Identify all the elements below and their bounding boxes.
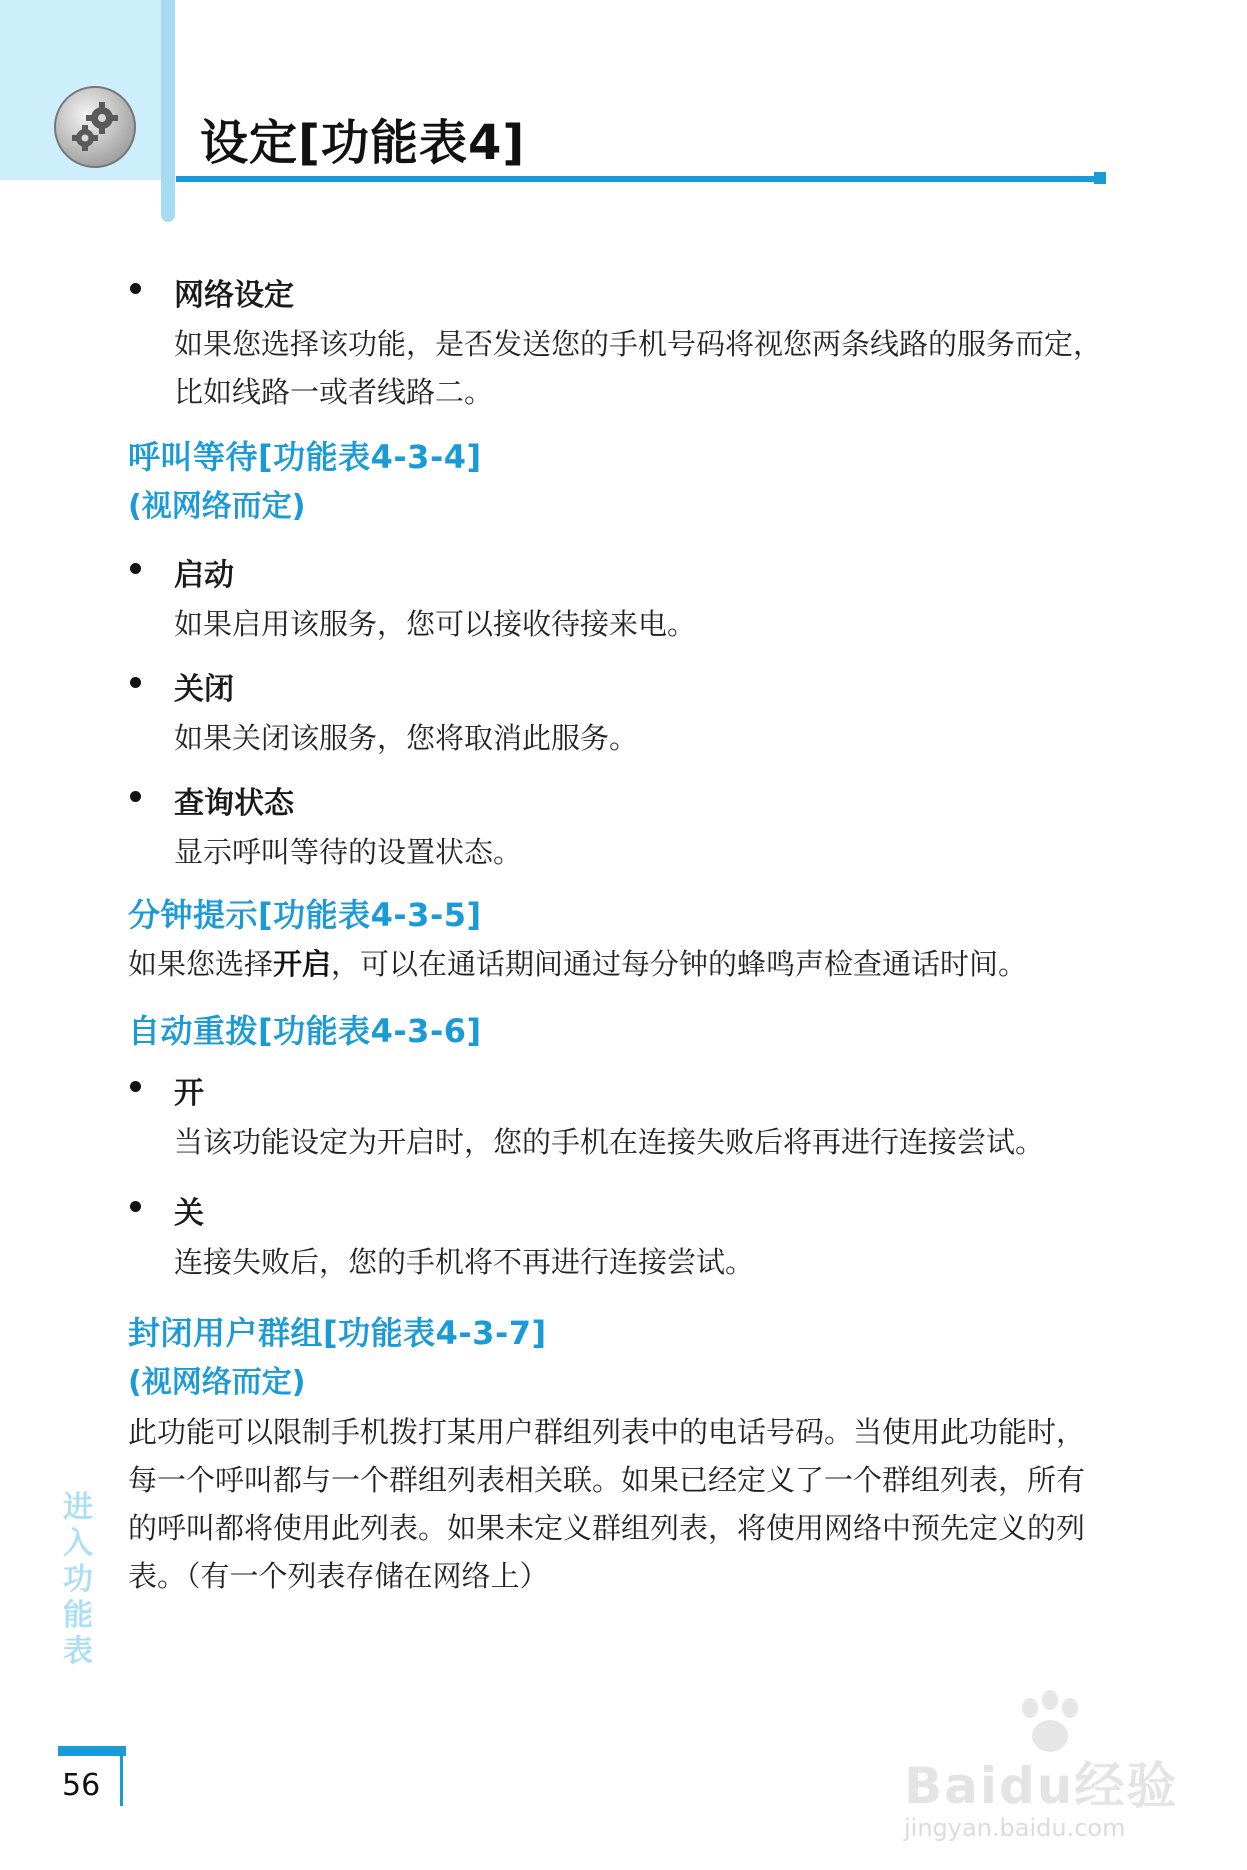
title-rule-end	[1094, 172, 1106, 184]
bullet-dot	[130, 1081, 141, 1092]
watermark-brand: Baidu经验	[904, 1757, 1179, 1815]
para-bold-term: 开启	[273, 947, 332, 981]
corner-bar	[161, 0, 175, 222]
bullet-dot	[130, 677, 141, 688]
bullet-title: 启动	[174, 558, 234, 593]
bullet-body: 如果您选择该功能，是否发送您的手机号码将视您两条线路的服务而定，比如线路一或者线路二。	[174, 327, 1103, 409]
bullet-body: 显示呼叫等待的设置状态。	[174, 835, 523, 869]
bullet-body: 如果关闭该服务，您将取消此服务。	[174, 721, 639, 755]
bullet-query-status	[128, 780, 1118, 876]
bullet-title: 关闭	[174, 672, 234, 707]
bullet-enable	[128, 552, 1118, 648]
page-number: 56	[62, 1768, 101, 1803]
section-heading-minute-minder: 分钟提示[功能表4-3-5]	[128, 896, 482, 934]
bullet-body: 当该功能设定为开启时，您的手机在连接失败后将再进行连接尝试。	[174, 1125, 1045, 1159]
bullet-title: 查询状态	[174, 786, 294, 821]
bullet-disable	[128, 666, 1118, 762]
para-text: 如果您选择	[128, 947, 274, 981]
watermark-url: jingyan.baidu.com	[904, 1814, 1126, 1842]
section-sub-network-dependent: (视网络而定)	[128, 1365, 306, 1400]
bullet-dot	[130, 563, 141, 574]
bullet-dot	[130, 1201, 141, 1212]
bullet-network-setting	[128, 272, 1118, 416]
section-heading-auto-redial: 自动重拨[功能表4-3-6]	[128, 1012, 482, 1050]
bullet-title: 关	[174, 1196, 204, 1231]
page-title: 设定[功能表4]	[200, 115, 526, 171]
bullet-title: 开	[174, 1076, 204, 1111]
page-number-rule	[120, 1746, 123, 1806]
bullet-title: 网络设定	[174, 278, 294, 313]
bullet-dot	[130, 283, 141, 294]
paragraph-closed-user-group: 此功能可以限制手机拨打某用户群组列表中的电话号码。当使用此功能时，每一个呼叫都与一个群组列表相关联。如果已经定义了一个群组列表，所有的呼叫都将使用此列表。如果未定义群组列表，将使用网络中预先定义的列表。（有一个列表存储在网络上）	[128, 1415, 1086, 1593]
title-rule	[176, 176, 1102, 182]
side-tab-bar	[58, 1746, 126, 1756]
bullet-dot	[130, 791, 141, 802]
paragraph-minute-minder	[128, 940, 1088, 988]
bullet-on	[128, 1070, 1118, 1166]
gear-icon	[52, 84, 138, 170]
bullet-body: 如果启用该服务，您可以接收待接来电。	[174, 607, 697, 641]
watermark	[884, 1690, 1214, 1840]
para-text: ，可以在通话期间通过每分钟的蜂鸣声检查通话时间。	[331, 947, 1028, 981]
section-heading-closed-user-group: 封闭用户群组[功能表4-3-7]	[128, 1314, 547, 1352]
bullet-body: 连接失败后，您的手机将不再进行连接尝试。	[174, 1245, 755, 1279]
section-heading-call-waiting: 呼叫等待[功能表4-3-4]	[128, 438, 482, 476]
main-content	[128, 272, 1118, 1600]
bullet-off	[128, 1190, 1118, 1286]
section-sub-network-dependent: (视网络而定)	[128, 489, 306, 524]
side-tab-label: 进入功能表	[63, 1490, 93, 1669]
